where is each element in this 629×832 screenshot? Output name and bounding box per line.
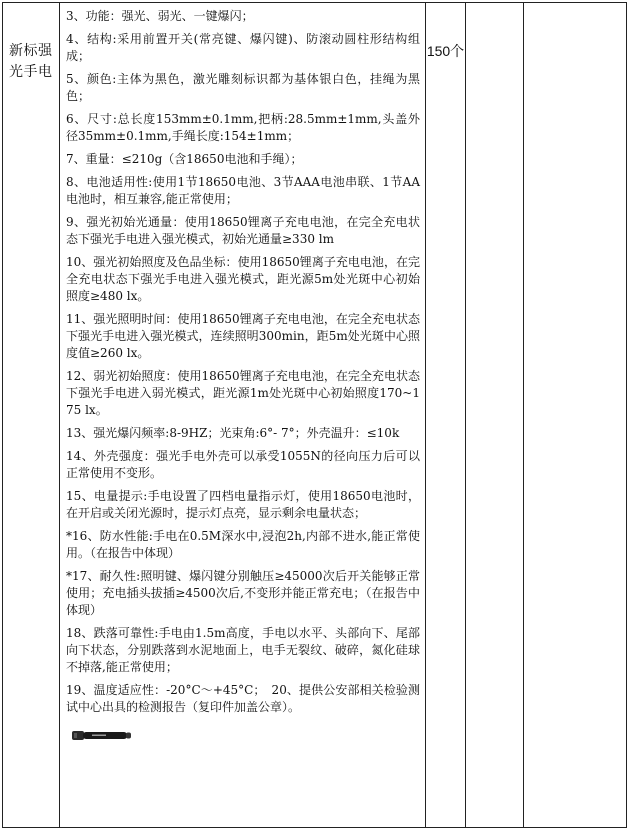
product-name-cell: [3, 3, 60, 828]
quantity-cell: [426, 3, 466, 828]
spec-item: 3、功能：强光、弱光、一键爆闪；: [66, 9, 254, 23]
spec-table: [2, 2, 627, 828]
spec-item: 8、电池适用性:使用1节18650电池、3节AAA电池串联、1节AA电池时，相互兼容,能正常使用；: [66, 175, 420, 206]
spec-item: 19、温度适应性：-20°C～+45°C； 20、提供公安部相关检验测试中心出具的检测报告（复印件加盖公章）。: [66, 683, 420, 714]
product-name: 新标强光手电: [9, 42, 53, 79]
spec-item: *16、防水性能:手电在0.5M深水中,浸泡2h,内部不进水,能正常使用。（在报告中体现）: [66, 529, 420, 560]
empty-cell: [466, 3, 524, 828]
spec-cell: [60, 3, 426, 828]
table-row: [3, 3, 627, 828]
empty-cell: [524, 3, 627, 828]
spec-item: 15、电量提示:手电设置了四档电量指示灯，使用18650电池时，在开启或关闭光源时，提示灯点亮，显示剩余电量状态；: [66, 489, 420, 520]
spec-item: 7、重量：≤210g（含18650电池和手绳）；: [66, 152, 303, 166]
spec-item: 5、颜色:主体为黑色，激光雕刻标识都为基体银白色，挂绳为黑色；: [66, 72, 420, 103]
quantity: 150个: [426, 43, 465, 59]
spec-item: 18、跌落可靠性:手电由1.5m高度，手电以水平、头部向下、尾部向下状态，分别跌落到水泥地面上，电手无裂纹、破碎，氮化硅球不掉落,能正常使用；: [66, 626, 420, 674]
spec-item: 10、强光初始照度及色品坐标：使用18650锂离子充电电池，在完全充电状态下强光手电进入强光模式，距光源5m处光斑中心初始照度≥480 lx。: [66, 255, 420, 303]
spec-item: 12、弱光初始照度：使用18650锂离子充电电池，在完全充电状态下强光手电进入弱光模式，距光源1m处光斑中心初始照度170~175 lx。: [66, 369, 420, 417]
spec-item: 11、强光照明时间：使用18650锂离子充电电池，在完全充电状态下强光手电进入强光模式，连续照明300min，距5m处光斑中心照度值≥260 lx。: [66, 312, 420, 360]
spec-item: 4、结构:采用前置开关(常亮键、爆闪键)、防滚动圆柱形结构组成；: [66, 32, 420, 63]
spec-item: 14、外壳强度：强光手电外壳可以承受1055N的径向压力后可以正常使用不变形。: [66, 449, 420, 480]
flashlight-image: [72, 726, 132, 744]
spec-item: *17、耐久性:照明键、爆闪键分别触压≥45000次后开关能够正常使用；充电插头拔插≥4500次后,不变形并能正常充电；（在报告中体现）: [66, 569, 420, 617]
spec-item: 9、强光初始光通量：使用18650锂离子充电电池，在完全充电状态下强光手电进入强光模式，初始光通量≥330 lm: [66, 215, 420, 246]
spec-item: 6、尺寸:总长度153mm±0.1mm,把柄:28.5mm±1mm,头盖外径35mm±0.1mm,手绳长度:154±1mm；: [66, 112, 420, 143]
spec-item: 13、强光爆闪频率:8-9HZ；光束角:6°- 7°；外壳温升：≤10k: [66, 426, 400, 440]
